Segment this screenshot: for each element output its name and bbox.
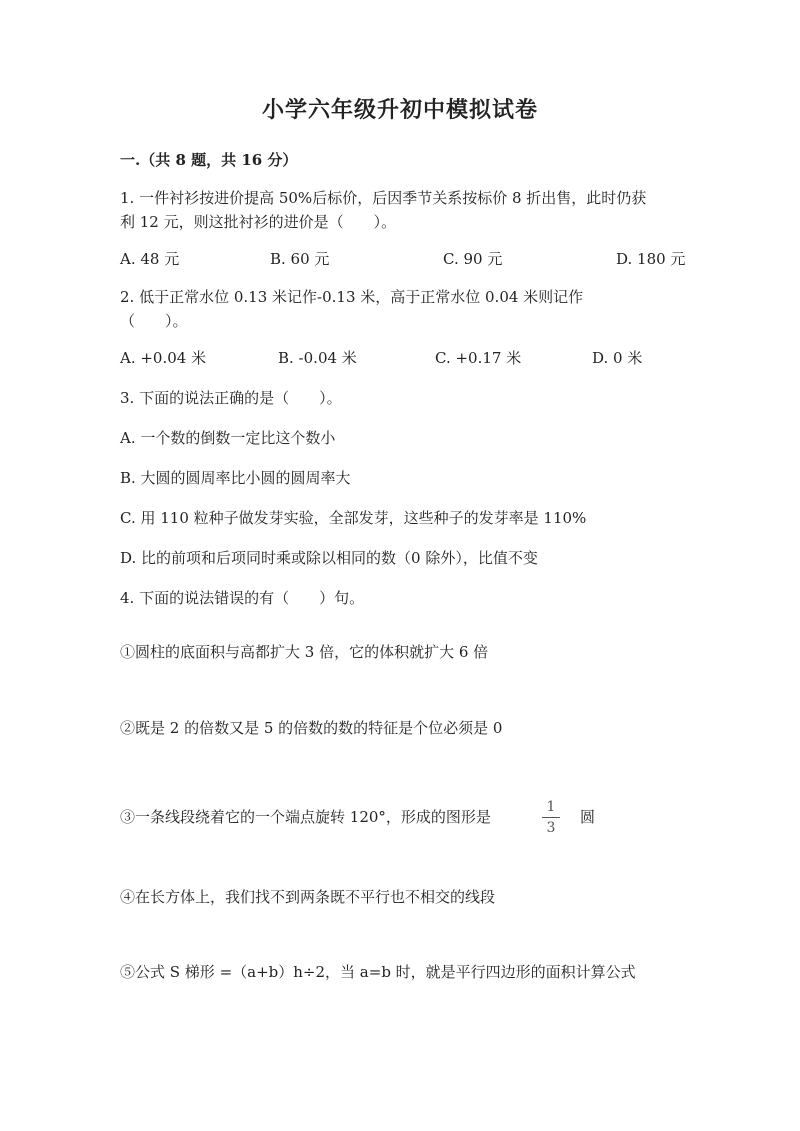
q2-stem-line2: （ ）。 bbox=[120, 312, 188, 330]
q1-option-d: D. 180 元 bbox=[616, 250, 686, 268]
q4-item-4: ④在长方体上，我们找不到两条既不平行也不相交的线段 bbox=[120, 888, 496, 906]
q3-stem: 3. 下面的说法正确的是（ ）。 bbox=[120, 389, 342, 407]
q1-stem-line2: 利 12 元，则这批衬衫的进价是（ ）。 bbox=[120, 213, 397, 231]
q3-option-c: C. 用 110 粒种子做发芽实验，全部发芽，这些种子的发芽率是 110% bbox=[120, 509, 587, 527]
page-title: 小学六年级升初中模拟试卷 bbox=[261, 97, 538, 123]
q2-option-c: C. +0.17 米 bbox=[435, 349, 522, 367]
q3-option-b: B. 大圆的圆周率比小圆的圆周率大 bbox=[120, 469, 351, 487]
fraction-denominator: 3 bbox=[546, 820, 556, 836]
q4-item-1: ①圆柱的底面积与高都扩大 3 倍，它的体积就扩大 6 倍 bbox=[120, 643, 489, 661]
fraction-one-third bbox=[540, 798, 562, 837]
q4-item-3-tail: 圆 bbox=[580, 808, 596, 826]
q1-option-a: A. 48 元 bbox=[120, 250, 180, 268]
q2-option-b: B. -0.04 米 bbox=[278, 349, 357, 367]
q4-item-5: ⑤公式 S 梯形 =（a+b）h÷2，当 a=b 时，就是平行四边形的面积计算公式 bbox=[120, 963, 636, 981]
q2-stem-line1: 2. 低于正常水位 0.13 米记作-0.13 米，高于正常水位 0.04 米则记作 bbox=[120, 288, 584, 306]
q1-option-c: C. 90 元 bbox=[443, 250, 503, 268]
q4-stem: 4. 下面的说法错误的有（ ）句。 bbox=[120, 589, 365, 607]
q1-option-b: B. 60 元 bbox=[270, 250, 330, 268]
fraction-bar bbox=[542, 817, 560, 818]
q1-stem-line1: 1. 一件衬衫按进价提高 50%后标价，后因季节关系按标价 8 折出售，此时仍获 bbox=[120, 189, 647, 207]
fraction-numerator: 1 bbox=[546, 799, 556, 815]
q3-option-d: D. 比的前项和后项同时乘或除以相同的数（0 除外），比值不变 bbox=[120, 549, 538, 567]
q2-option-d: D. 0 米 bbox=[592, 349, 643, 367]
q2-option-a: A. +0.04 米 bbox=[120, 349, 207, 367]
q4-item-3: ③一条线段绕着它的一个端点旋转 120°，形成的图形是 bbox=[120, 808, 491, 826]
q3-option-a: A. 一个数的倒数一定比这个数小 bbox=[120, 429, 336, 447]
section-heading: 一.（共 8 题，共 16 分） bbox=[120, 151, 298, 169]
q4-item-2: ②既是 2 的倍数又是 5 的倍数的数的特征是个位必须是 0 bbox=[120, 719, 503, 737]
